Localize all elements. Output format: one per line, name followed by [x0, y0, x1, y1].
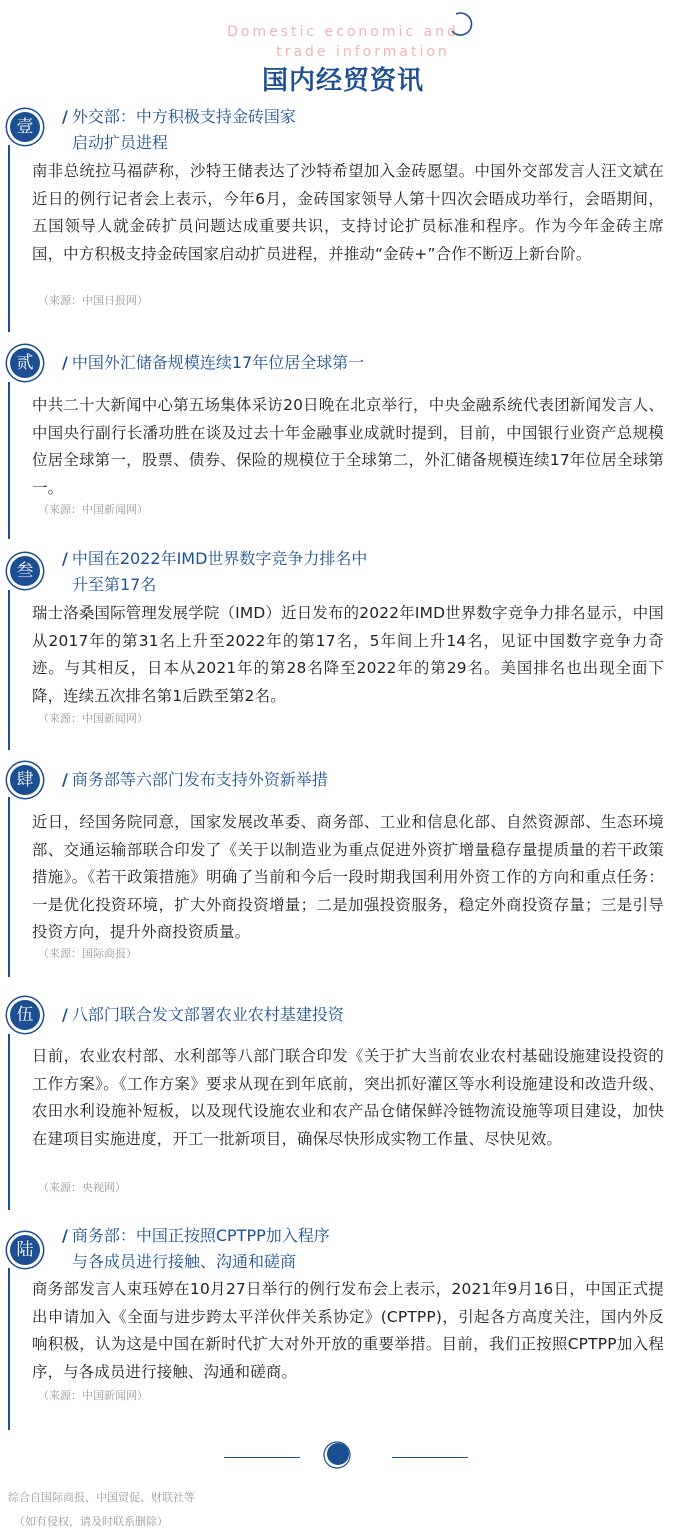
section-2-title — [62, 350, 364, 376]
section-1-title — [62, 104, 296, 156]
section-2-body: 中共二十大新闻中心第五场集体采访20日晚在北京举行，中央金融系统代表团新闻发言人、中国央行副行长潘功胜在谈及过去十年金融事业成就时提到，目前，中国银行业资产总规模位居全球第一，股票、债券、保险的规模位于全球第二，外汇储备规模连续17年位居全球第一。 — [32, 396, 664, 497]
slash-icon: / — [62, 1226, 68, 1245]
section-4-rule — [8, 797, 10, 977]
section-4-title — [62, 767, 328, 793]
slash-icon: / — [62, 1005, 68, 1024]
section-2-source: （来源：中国新闻网） — [38, 503, 148, 516]
section-3-rule — [8, 590, 10, 750]
section-1-title-line2: 启动扩员进程 — [72, 133, 169, 152]
page-title: 国内经贸资讯 — [261, 66, 424, 96]
page-header — [0, 0, 686, 100]
section-3-body: 瑞士洛桑国际管理发展学院（IMD）近日发布的2022年IMD世界数字竞争力排名显示，中国从2017年的第31名上升至2022年的第17名，5年间上升14名，见证中国数字竞争力奇迹。与其相反，日本从2021年的第28名降至2022年的第29名。美国排名也出现全面下降，连续五次排名第1后跌至第2名。 — [32, 604, 664, 705]
slash-icon: / — [62, 353, 68, 372]
section-5-rule — [8, 1034, 10, 1210]
section-6-title-line2: 与各成员进行接触、沟通和磋商 — [72, 1252, 297, 1271]
slash-icon: / — [62, 770, 68, 789]
slash-icon: / — [62, 549, 68, 568]
section-6-rule — [8, 1268, 10, 1430]
footer-rule-left — [224, 1457, 300, 1458]
section-2-title-line1: 中国外汇储备规模连续17年位居全球第一 — [71, 353, 365, 372]
section-5-badge: 伍 — [10, 1000, 40, 1030]
section-1-title-line1: 外交部：中方积极支持金砖国家 — [71, 107, 296, 126]
header-english-subtitle — [0, 22, 686, 62]
section-1-body: 南非总统拉马福萨称，沙特王储表达了沙特希望加入金砖愿望。中国外交部发言人汪文斌在近日的例行记者会上表示，今年6月，金砖国家领导人第十四次会晤成功举行，会晤期间，五国领导人就金砖扩员问题达成重要共识，支持讨论扩员标准和程序。作为今年金砖主席国，中方积极支持金砖国家启动扩员进程，并推动“金砖+”合作不断迈上新台阶。 — [32, 162, 664, 263]
section-6-title-line1: 商务部：中国正按照CPTPP加入程序 — [71, 1226, 330, 1245]
section-5-body: 日前，农业农村部、水利部等八部门联合印发《关于扩大当前农业农村基础设施建设投资的工作方案》。《工作方案》要求从现在到年底前，突出抓好灌区等水利设施建设和改造升级、农田水利设施补短板，以及现代设施农业和农产品仓储保鲜冷链物流设施等项目建设，加快在建项目实施进度，开工一批新项目，确保尽快形成实物工作量、尽快见效。 — [32, 1047, 664, 1148]
section-4-body: 近日，经国务院同意，国家发展改革委、商务部、工业和信息化部、自然资源部、生态环境部、交通运输部联合印发了《关于以制造业为重点促进外资扩增量稳存量提质量的若干政策措施》。《若干政策措施》明确了当前和今后一段时期我国利用外资工作的方向和重点任务：一是优化投资环境，扩大外商投资增量；二是加强投资服务，稳定外商投资存量；三是引导投资方向，提升外商投资质量。 — [32, 813, 664, 941]
section-6-badge: 陆 — [10, 1235, 40, 1265]
header-english-line2: trade information — [276, 44, 450, 60]
section-5-title — [62, 1002, 344, 1028]
decorative-arc-icon — [448, 10, 478, 40]
section-3-source: （来源：中国新闻网） — [38, 712, 148, 725]
header-english-line1: Domestic economic and — [227, 24, 459, 40]
section-3-badge: 叁 — [10, 556, 40, 586]
section-5-source: （来源：央视网） — [38, 1181, 126, 1194]
section-5-title-line1: 八部门联合发文部署农业农村基建投资 — [71, 1005, 344, 1024]
footer-attribution: 综合自国际商报、中国贸促、财联社等 — [8, 1491, 195, 1504]
section-2-rule — [8, 382, 10, 539]
section-4-title-line1: 商务部等六部门发布支持外资新举措 — [71, 770, 328, 789]
section-3-title-line1: 中国在2022年IMD世界数字竞争力排名中 — [71, 549, 368, 568]
footer-circle-icon — [322, 1440, 352, 1470]
section-1-badge: 壹 — [10, 112, 40, 142]
section-4-source: （来源：国际商报） — [38, 947, 137, 960]
slash-icon: / — [62, 107, 68, 126]
section-1-rule — [8, 145, 10, 332]
section-6-body: 商务部发言人束珏婷在10月27日举行的例行发布会上表示，2021年9月16日，中国正式提出申请加入《全面与进步跨太平洋伙伴关系协定》(CPTPP)，引起各方高度关注，国内外反响积极，认为这是中国在新时代扩大对外开放的重要举措。目前，我们正按照CPTPP加入程序，与各成员进行接触、沟通和磋商。 — [32, 1280, 664, 1381]
section-2-badge: 贰 — [10, 348, 40, 378]
section-3-title — [62, 546, 367, 598]
section-3-title-line2: 升至第17名 — [72, 575, 157, 594]
section-4-badge: 肆 — [10, 765, 40, 795]
section-1-source: （来源：中国日报网） — [38, 294, 148, 307]
section-6-title — [62, 1223, 330, 1275]
footer-disclaimer: （如有侵权，请及时联系删除） — [14, 1515, 168, 1528]
footer-rule-right — [392, 1457, 468, 1458]
section-6-source: （来源：中国新闻网） — [38, 1389, 148, 1402]
